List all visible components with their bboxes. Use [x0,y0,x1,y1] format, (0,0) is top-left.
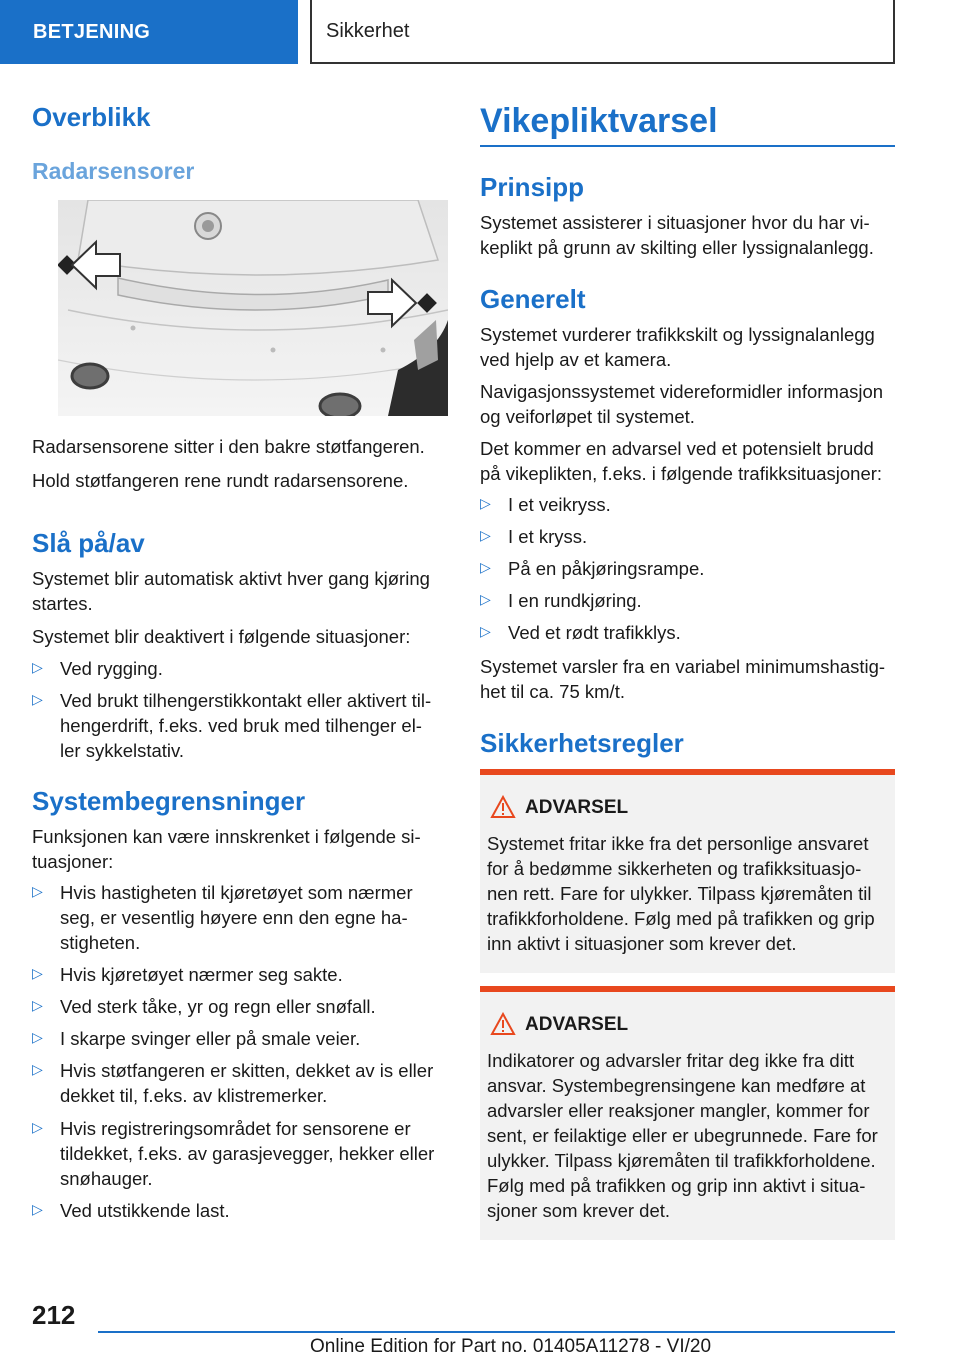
bullet-text [60,688,448,763]
bullet-text: Ved rygging. [60,658,163,679]
triangle-bullet-icon: ▷ [480,591,491,607]
text-line: Følg med på trafikken og grip inn aktivt i situa- [487,1175,866,1196]
bullet-text: I skarpe svinger eller på smale veier. [60,1028,361,1049]
triangle-bullet-icon: ▷ [32,965,43,981]
paragraph [480,654,900,704]
page-number: 212 [32,1300,76,1330]
paragraph [480,379,900,429]
section-label: BETJENING [33,20,151,43]
text-line: ulykker. Tilpass kjøremåten til trafikkforholdene. [487,1150,876,1171]
text-line: Systemet varsler fra en variabel minimumshastig- [480,656,886,677]
text-line: snøhauger. [60,1168,153,1189]
paragraph [480,322,900,372]
paragraph [32,824,452,874]
paragraph [32,566,452,616]
text-line: Det kommer en advarsel ved et potensielt brudd [480,438,874,459]
text-line: tildekket, f.eks. av garasjevegger, hekker eller [60,1143,435,1164]
paragraph [480,436,900,486]
text-line: Systemet blir automatisk aktivt hver gang kjøring [32,568,430,589]
bullet-text: Ved et rødt trafikklys. [508,622,681,643]
text-line: Ved brukt tilhengerstikkontakt eller aktivert til- [60,690,432,711]
bullet-text [60,880,448,955]
heading-radarsensorer: Radarsensorer [32,158,195,184]
triangle-bullet-icon: ▷ [32,997,43,1013]
paragraph: Radarsensorene sitter i den bakre støtfangeren. [32,436,425,457]
text-line: stigheten. [60,932,141,953]
text-line: nen rett. Fare for ulykker. Tilpass kjøremåten til [487,883,872,904]
text-line: Indikatorer og advarsler fritar deg ikke fra ditt [487,1050,855,1071]
warning-title: ADVARSEL [525,797,629,818]
heading-rule [480,145,895,147]
heading-sla-pa-av: Slå på/av [32,528,145,558]
triangle-bullet-icon: ▷ [480,495,491,511]
text-line: Hvis hastigheten til kjøretøyet som nærmer [60,882,413,903]
bullet-text [60,1116,448,1191]
bullet-text: Ved utstikkende last. [60,1200,230,1221]
triangle-bullet-icon: ▷ [32,659,43,675]
warning-triangle-icon [490,1012,516,1041]
text-line: og veiforløpet til systemet. [480,406,695,427]
triangle-bullet-icon: ▷ [32,1061,43,1077]
bullet-text: På en påkjøringsrampe. [508,558,705,579]
warning-box [480,986,895,1240]
text-line: het til ca. 75 km/t. [480,681,625,702]
heading-vikepliktvarsel: Vikepliktvarsel [480,102,718,140]
rear-bumper-illustration [58,200,448,416]
text-line: seg, er vesentlig høyere enn den egne ha- [60,907,408,928]
text-line: dekket til, f.eks. av klistremerker. [60,1085,328,1106]
text-line: ansvar. Systembegrensingene kan medføre at [487,1075,866,1096]
warning-title: ADVARSEL [525,1014,629,1035]
triangle-bullet-icon: ▷ [32,1029,43,1045]
warning-box [480,769,895,973]
triangle-bullet-icon: ▷ [32,883,43,899]
text-line: Systemet vurderer trafikkskilt og lyssignalanlegg [480,324,875,345]
text-line: Navigasjonssystemet videreformidler informasjon [480,381,884,402]
bullet-list [480,492,896,652]
warning-text [487,831,887,956]
footer-edition: Online Edition for Part no. 01405A11278 - VI/20 [310,1336,712,1357]
triangle-bullet-icon: ▷ [32,1201,43,1217]
chapter-header [310,0,895,64]
heading-prinsipp: Prinsipp [480,172,585,202]
bullet-text: Ved sterk tåke, yr og regn eller snøfall. [60,996,376,1017]
triangle-bullet-icon: ▷ [480,623,491,639]
text-line: inn aktivt i situasjoner som krever det. [487,933,797,954]
warning-text [487,1048,887,1223]
paragraph [480,210,900,260]
text-line: Systemet assisterer i situasjoner hvor du har vi- [480,212,870,233]
text-line: Systemet fritar ikke fra det personlige ansvaret [487,833,869,854]
triangle-bullet-icon: ▷ [32,1119,43,1135]
warning-triangle-icon [490,795,516,824]
triangle-bullet-icon: ▷ [480,527,491,543]
text-line: trafikkforholdene. Følg med på trafikken og grip [487,908,875,929]
bullet-text: I en rundkjøring. [508,590,642,611]
text-line: keplikt på grunn av skilting eller lyssignalanlegg. [480,237,874,258]
heading-generelt: Generelt [480,284,586,314]
text-line: Funksjonen kan være innskrenket i følgende si- [32,826,421,847]
footer-rule [98,1331,895,1333]
text-line: sent, er feilaktige eller er ubegrunnede. Fare for [487,1125,878,1146]
heading-overblikk: Overblikk [32,102,151,132]
bullet-list [32,656,448,766]
paragraph: Systemet blir deaktivert i følgende situasjoner: [32,626,411,647]
chapter-label: Sikkerhet [326,19,410,42]
text-line: ler sykkelstativ. [60,740,185,761]
text-line: for å bedømme sikkerheten og trafikksituasjo- [487,858,862,879]
bullet-list [32,880,448,1240]
text-line: Hvis registreringsområdet for sensorene er [60,1118,411,1139]
bullet-text [60,1058,448,1108]
text-line: på vikeplikten, f.eks. i følgende trafikksituasjoner: [480,463,883,484]
bullet-text: I et veikryss. [508,494,611,515]
paragraph: Hold støtfangeren rene rundt radarsensorene. [32,470,409,491]
text-line: sjoner som krever det. [487,1200,671,1221]
text-line: advarsler eller reaksjoner mangler, kommer for [487,1100,870,1121]
text-line: ved hjelp av et kamera. [480,349,672,370]
text-line: startes. [32,593,93,614]
heading-systembegrensninger: Systembegrensninger [32,786,306,816]
text-line: Hvis støtfangeren er skitten, dekket av is eller [60,1060,434,1081]
bullet-text: Hvis kjøretøyet nærmer seg sakte. [60,964,343,985]
heading-sikkerhetsregler: Sikkerhetsregler [480,728,684,758]
triangle-bullet-icon: ▷ [480,559,491,575]
triangle-bullet-icon: ▷ [32,691,43,707]
section-tab [0,0,298,64]
bullet-text: I et kryss. [508,526,588,547]
text-line: tuasjoner: [32,851,114,872]
text-line: hengerdrift, f.eks. ved bruk med tilhenger el- [60,715,422,736]
